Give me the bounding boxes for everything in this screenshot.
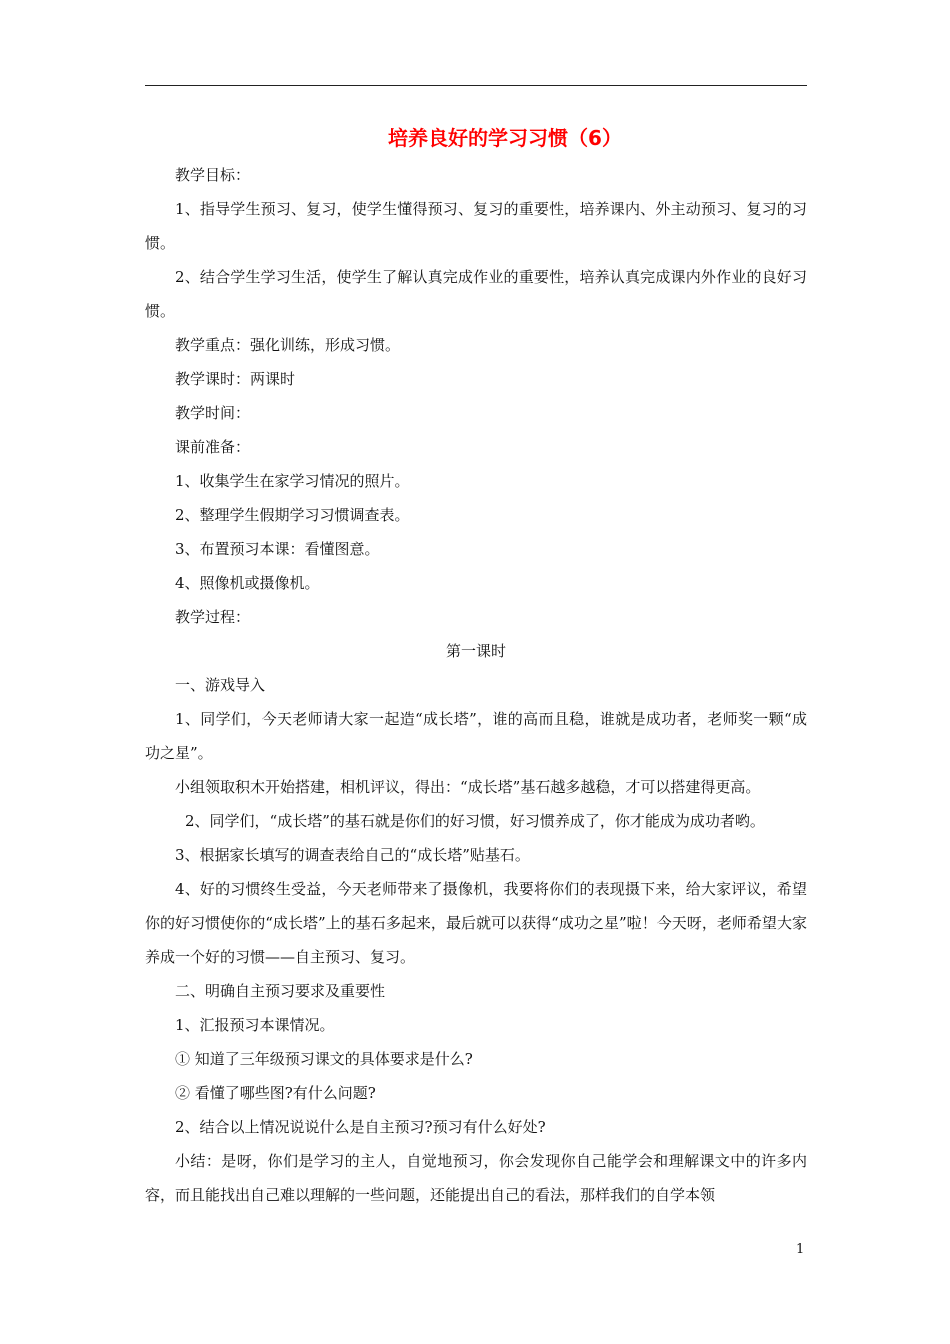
paragraph: ② 看懂了哪些图?有什么问题? xyxy=(175,1084,376,1102)
paragraph: 教学课时：两课时 xyxy=(175,370,296,388)
header-rule xyxy=(145,85,807,86)
paragraph: 1、汇报预习本课情况。 xyxy=(175,1016,335,1034)
paragraph: ① 知道了三年级预习课文的具体要求是什么? xyxy=(175,1050,473,1068)
paragraph: 课前准备： xyxy=(175,438,251,456)
page-number: 1 xyxy=(796,1242,805,1257)
paragraph: 二、明确自主预习要求及重要性 xyxy=(175,982,386,1000)
paragraph: 3、布置预习本课：看懂图意。 xyxy=(175,540,380,558)
paragraph: 2、整理学生假期学习习惯调查表。 xyxy=(175,506,410,524)
paragraph: 教学目标： xyxy=(175,166,251,184)
paragraph: 4、照像机或摄像机。 xyxy=(175,574,320,592)
paragraph: 教学过程： xyxy=(175,608,251,626)
paragraph: 2、同学们，“成长塔”的基石就是你们的好习惯，好习惯养成了，你才能成为成功者哟。 xyxy=(185,812,765,830)
paragraph: 1、同学们，今天老师请大家一起造“成长塔”，谁的高而且稳，谁就是成功者，老师奖一颗“成功之星”。 xyxy=(145,710,807,762)
paragraph: 1、指导学生预习、复习，使学生懂得预习、复习的重要性，培养课内、外主动预习、复习的习惯。 xyxy=(145,200,807,252)
paragraph: 教学时间： xyxy=(175,404,251,422)
paragraph: 小结：是呀，你们是学习的主人，自觉地预习，你会发现你自己能学会和理解课文中的许多内容，而且能找出自己难以理解的一些问题，还能提出自己的看法，那样我们的自学本领 xyxy=(145,1152,807,1204)
document-title: 培养良好的学习习惯（6） xyxy=(388,126,622,150)
paragraph: 教学重点：强化训练，形成习惯。 xyxy=(175,336,401,354)
paragraph: 2、结合学生学习生活，使学生了解认真完成作业的重要性，培养认真完成课内外作业的良好习惯。 xyxy=(145,268,807,320)
paragraph: 3、根据家长填写的调查表给自己的“成长塔”贴基石。 xyxy=(175,846,530,864)
section-heading: 第一课时 xyxy=(445,642,506,660)
paragraph: 小组领取积木开始搭建，相机评议，得出：“成长塔”基石越多越稳，才可以搭建得更高。 xyxy=(175,778,761,796)
paragraph: 一、游戏导入 xyxy=(175,676,266,694)
document-body xyxy=(145,158,807,1212)
paragraph: 4、好的习惯终生受益，今天老师带来了摄像机，我要将你们的表现摄下来，给大家评议，希望你的好习惯使你的“成长塔”上的基石多起来，最后就可以获得“成功之星”啦！今天呀，老师希望大家养成一个好的习惯——自主预习、复习。 xyxy=(145,880,807,966)
paragraph: 2、结合以上情况说说什么是自主预习?预习有什么好处? xyxy=(175,1118,546,1136)
paragraph: 1、收集学生在家学习情况的照片。 xyxy=(175,472,410,490)
